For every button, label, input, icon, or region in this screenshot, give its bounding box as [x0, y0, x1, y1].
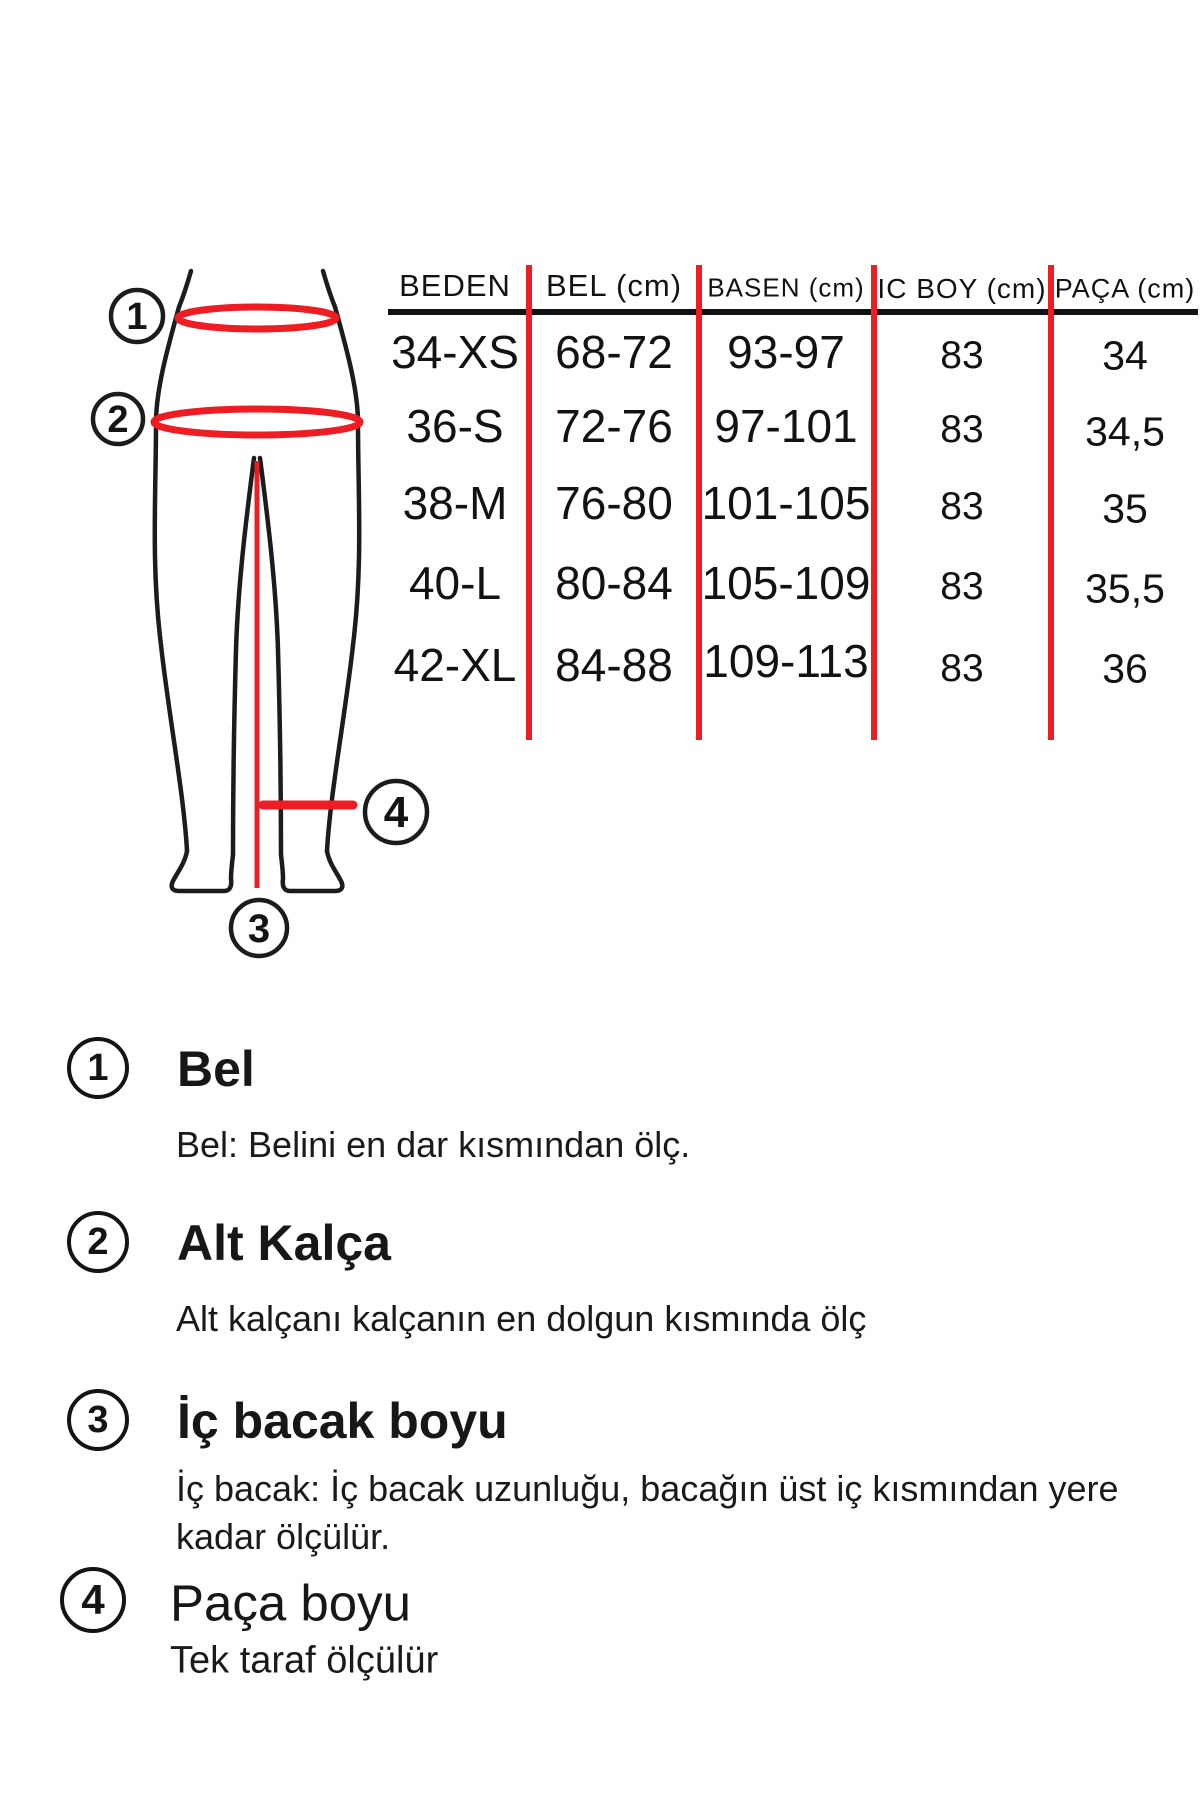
column-header-paca: PAÇA (cm): [1054, 273, 1196, 304]
hem-cell: 34: [1102, 332, 1148, 379]
hip-cell: 101-105: [701, 477, 871, 529]
waistband-left-edge: [179, 271, 191, 307]
header-underline: [388, 309, 1198, 315]
hem-cell: 35: [1102, 485, 1148, 532]
size-cell: 40-L: [408, 557, 502, 609]
marker-number-hip: 2: [107, 399, 129, 441]
column-divider: [526, 265, 532, 740]
legend-title: İç bacak boyu: [177, 1393, 508, 1449]
size-cell: 34-XS: [391, 326, 519, 378]
inseam-cell: 83: [940, 647, 984, 690]
column-divider: [1048, 265, 1054, 740]
inner-leg-left: [233, 458, 254, 855]
waist-cell: 84-88: [555, 639, 673, 691]
waist-cell: 80-84: [555, 557, 673, 609]
column-header-bel: BEL (cm): [545, 268, 683, 303]
hem-cell: 34,5: [1085, 408, 1165, 455]
hem-cell: 36: [1102, 645, 1148, 692]
size-cell: 36-S: [406, 400, 504, 452]
legend-number-circle: 4: [60, 1567, 126, 1633]
legend-description: Bel: Belini en dar kısmından ölç.: [176, 1124, 691, 1165]
legend-title: Alt Kalça: [177, 1215, 391, 1271]
marker-number-inseam: 3: [247, 907, 271, 951]
hip-cell: 97-101: [714, 400, 858, 452]
hip-cell: 109-113: [703, 635, 869, 687]
column-header-beden: BEDEN: [399, 268, 511, 303]
hip-cell: 93-97: [727, 326, 845, 378]
inseam-cell: 83: [940, 485, 984, 528]
inseam-cell: 83: [940, 565, 984, 608]
size-cell: 38-M: [402, 477, 508, 529]
pants-measurement-diagram: [55, 255, 445, 965]
waist-measure-line: [178, 307, 336, 329]
inseam-cell: 83: [940, 334, 984, 377]
inseam-cell: 83: [940, 408, 984, 451]
waistband-right-edge: [323, 271, 335, 307]
legend-number-circle: 2: [67, 1211, 129, 1273]
legend-description: Alt kalçanı kalçanın en dolgun kısmında ölç: [176, 1298, 867, 1339]
marker-number-hem: 4: [383, 788, 409, 837]
size-cell: 42-XL: [393, 639, 517, 691]
body-outline-right: [327, 307, 359, 851]
legend-description: Tek taraf ölçülür: [170, 1639, 439, 1682]
legend-title: Bel: [177, 1041, 255, 1097]
waist-cell: 72-76: [555, 400, 673, 452]
waist-cell: 76-80: [555, 477, 673, 529]
column-divider: [871, 265, 877, 740]
column-header-ic-boy: IC BOY (cm): [877, 273, 1047, 304]
waist-cell: 68-72: [555, 326, 673, 378]
legend-title: Paça boyu: [170, 1574, 412, 1632]
legend-number-circle: 3: [67, 1389, 129, 1451]
foot-left: [172, 851, 233, 891]
legend-number-circle: 1: [67, 1037, 129, 1099]
legend-description: İç bacak: İç bacak uzunluğu, bacağın üst iç kısmından yere kadar ölçülür.: [176, 1468, 1119, 1557]
inner-leg-right: [260, 458, 281, 855]
column-header-basen: BASEN (cm): [707, 272, 865, 303]
hem-cell: 35,5: [1085, 565, 1165, 612]
marker-number-waist: 1: [126, 296, 148, 338]
body-outline-left: [155, 307, 187, 851]
hip-cell: 105-109: [701, 557, 871, 609]
hip-measure-line: [154, 409, 360, 435]
foot-right: [281, 851, 342, 891]
